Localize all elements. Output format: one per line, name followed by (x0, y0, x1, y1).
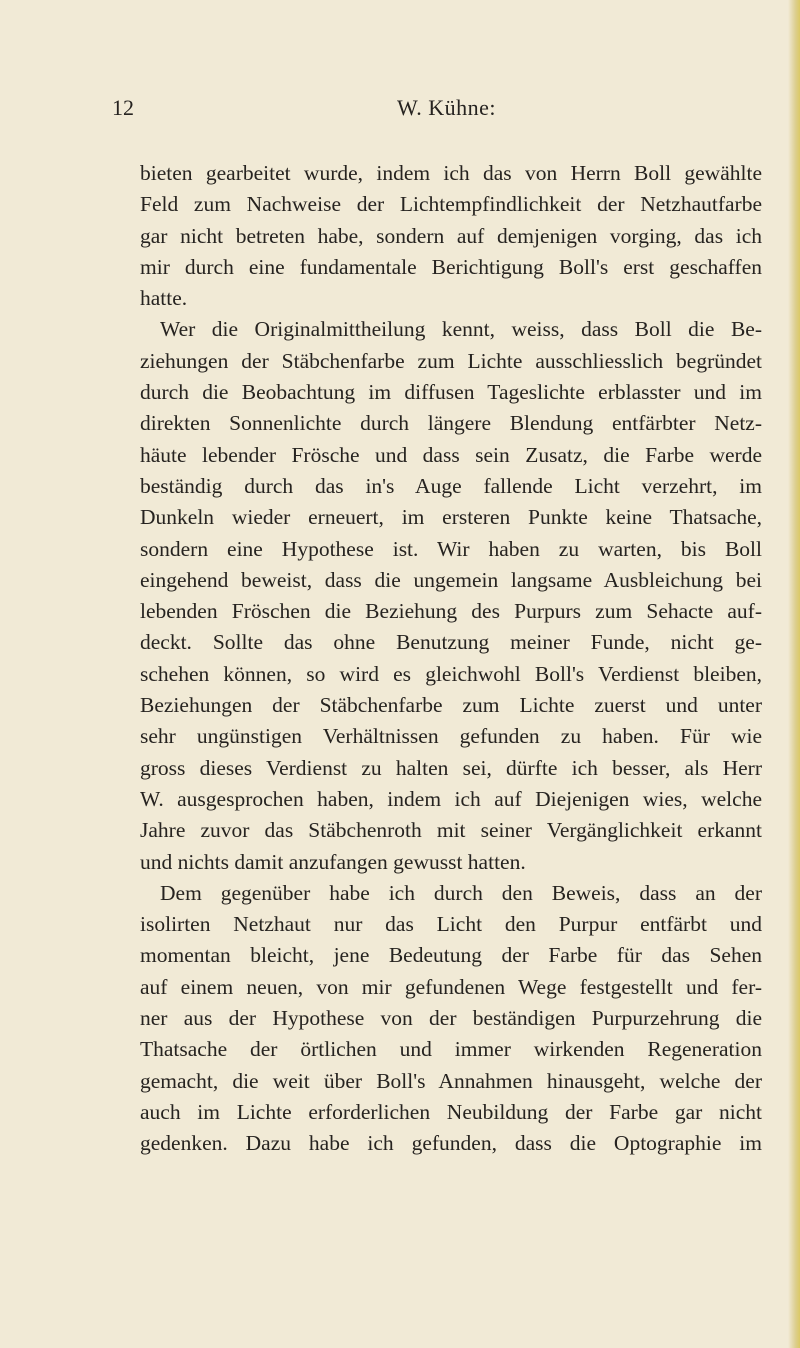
text-line: sondern eine Hypothese ist. Wir haben zu warten, bis Boll (140, 536, 762, 561)
text-line: momentan bleicht, jene Bedeutung der Farbe für das Sehen (140, 943, 762, 968)
text-line: eingehend beweist, dass die ungemein langsame Ausbleichung bei (140, 567, 762, 592)
text-line: auch im Lichte erforderlichen Neubildung der Farbe gar nicht (140, 1099, 762, 1124)
page-edge-shadow (788, 0, 800, 1348)
text-line: Thatsache der örtlichen und immer wirkenden Regeneration (140, 1037, 762, 1062)
text-line: Dem gegenüber habe ich durch den Beweis, dass an der (160, 880, 762, 905)
body-text (140, 158, 762, 1160)
text-line: lebenden Fröschen die Beziehung des Purpurs zum Sehacte auf- (140, 599, 762, 624)
text-line: ner aus der Hypothese von der beständigen Purpurzehrung die (140, 1006, 762, 1031)
text-line: sehr ungünstigen Verhältnissen gefunden zu haben. Für wie (140, 724, 762, 749)
text-line: und nichts damit anzufangen gewusst hatten. (140, 849, 526, 874)
text-line: gross dieses Verdienst zu halten sei, dürfte ich besser, als Herr (140, 755, 762, 780)
text-line: auf einem neuen, von mir gefundenen Wege festgestellt und fer- (140, 974, 762, 999)
page-header (112, 92, 692, 124)
text-line: häute lebender Frösche und dass sein Zusatz, die Farbe werde (140, 442, 762, 467)
text-line: isolirten Netzhaut nur das Licht den Purpur entfärbt und (140, 912, 762, 937)
text-line: ziehungen der Stäbchenfarbe zum Lichte ausschliesslich begründet (140, 348, 762, 373)
text-line: Jahre zuvor das Stäbchenroth mit seiner Vergänglichkeit erkannt (140, 818, 762, 843)
text-line: Beziehungen der Stäbchenfarbe zum Lichte zuerst und unter (140, 693, 762, 718)
text-line: direkten Sonnenlichte durch längere Blendung entfärbter Netz- (140, 411, 762, 436)
text-line: deckt. Sollte das ohne Benutzung meiner Funde, nicht ge- (140, 630, 762, 655)
text-line: Feld zum Nachweise der Lichtempfindlichkeit der Netzhautfarbe (140, 192, 762, 217)
running-head: W. Kühne: (397, 95, 497, 120)
text-line: hatte. (140, 286, 188, 311)
text-line: beständig durch das in's Auge fallende Licht verzehrt, im (140, 473, 762, 498)
text-line: Wer die Originalmittheilung kennt, weiss, dass Boll die Be- (160, 317, 762, 342)
text-line: durch die Beobachtung im diffusen Tageslichte erblasster und im (140, 380, 762, 405)
text-line: W. ausgesprochen haben, indem ich auf Diejenigen wies, welche (140, 786, 762, 811)
text-line: schehen können, so wird es gleichwohl Boll's Verdienst bleiben, (140, 661, 762, 686)
text-line: mir durch eine fundamentale Berichtigung Boll's erst geschaffen (140, 254, 762, 279)
text-line: gedenken. Dazu habe ich gefunden, dass die Optographie im (140, 1131, 762, 1156)
text-line: gemacht, die weit über Boll's Annahmen hinausgeht, welche der (140, 1068, 762, 1093)
text-line: bieten gearbeitet wurde, indem ich das von Herrn Boll gewählte (140, 161, 762, 185)
text-line: gar nicht betreten habe, sondern auf demjenigen vorging, das ich (140, 223, 762, 248)
page-number: 12 (112, 95, 134, 120)
text-line: Dunkeln wieder erneuert, im ersteren Punkte keine Thatsache, (140, 505, 762, 530)
